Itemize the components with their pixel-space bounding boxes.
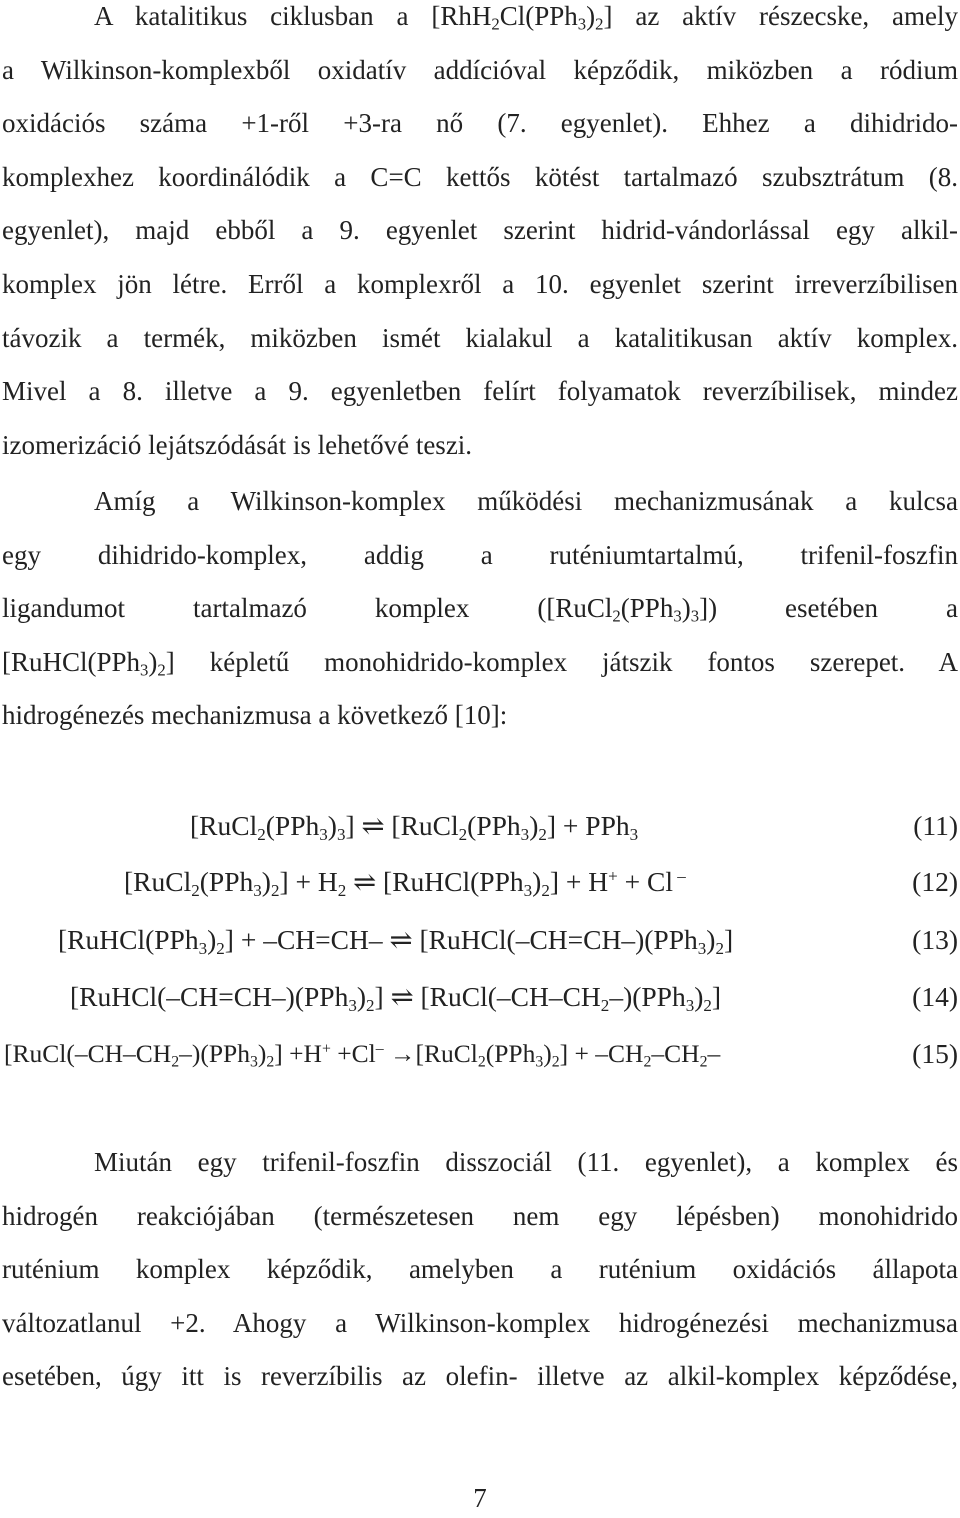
equilibrium-arrow-icon: ⇌ — [353, 866, 377, 897]
paragraph-1-line-4: komplexhez koordinálódik a C=C kettős kötést tartalmazó szubsztrátum (8. — [2, 161, 958, 192]
equation-11-formula: $[RuCl_2(PPh_3)_3]$ ⇌ $[RuCl_2(PPh_3)_2] + PPh_3$ — [190, 810, 639, 844]
equation-15-number: (15) — [912, 1038, 958, 1069]
paragraph-1-line-5: egyenlet), majd ebből a 9. egyenlet szerint hidrid-vándorlással egy alkil- — [2, 215, 958, 246]
paragraph-3 — [2, 1136, 958, 1404]
equation-12-number: (12) — [912, 866, 958, 897]
equation-14 — [0, 977, 960, 1017]
paragraph-2-line-2: egy dihidrido-komplex, addig a ruténiumtartalmú, trifenil-foszfin — [2, 539, 958, 570]
equation-15 — [0, 1034, 960, 1074]
equation-13-number: (13) — [912, 924, 958, 955]
equation-12-formula: $[RuCl_2(PPh_3)_2] + H_2$ ⇌ $[RuHCl(PPh_3)_2] + H^+ + Cl$ – — [124, 866, 686, 900]
equation-11 — [0, 806, 960, 846]
equation-15-formula: $[RuCl(-CH-CH_2-)(PPh_3)_2] +H^+ +Cl^-$ $\to[RuCl_2(PPh_3)_2] + -CH_2-CH_2-$ — [4, 1039, 721, 1071]
paragraph-1-line-1: A katalitikus ciklusban a $[RhH_2Cl(PPh_3)_2]$ az aktív részecske, amely — [94, 1, 958, 34]
equation-14-formula: $[RuHCl(-CH=CH-)(PPh_3)_2]$ ⇌ $[RuCl(-CH-CH_2-)(PPh_3)_2]$ — [70, 981, 722, 1015]
paragraph-3-line-2: hidrogén reakciójában (természetesen nem egy lépésben) monohidrido — [2, 1200, 958, 1231]
equilibrium-arrow-icon: ⇌ — [390, 981, 414, 1012]
equation-11-number: (11) — [913, 810, 958, 841]
equation-12 — [0, 862, 960, 902]
equation-14-number: (14) — [912, 981, 958, 1012]
paragraph-2 — [2, 475, 958, 743]
paragraph-1-line-3: oxidációs száma +1-ről +3-ra nő (7. egyenlet). Ehhez a dihidrido- — [2, 108, 958, 139]
paragraph-1 — [2, 0, 958, 472]
page-number: 7 — [473, 1483, 487, 1513]
paragraph-2-line-5: hidrogénezés mechanizmusa a következő [10]: — [2, 700, 508, 731]
equation-13 — [0, 920, 960, 960]
paragraph-1-line-9: izomerizáció lejátszódását is lehetővé teszi. — [2, 429, 473, 460]
paragraph-3-line-4: változatlanul +2. Ahogy a Wilkinson-komplex hidrogénezési mechanizmusa — [2, 1307, 958, 1338]
paragraph-3-line-1: Miután egy trifenil-foszfin disszociál (11. egyenlet), a komplex és — [94, 1147, 958, 1177]
reaction-arrow-icon: → — [390, 1039, 416, 1068]
paragraph-1-line-2: a Wilkinson-komplexből oxidatív addícióval képződik, miközben a ródium — [2, 54, 958, 85]
paragraph-3-line-3: ruténium komplex képződik, amelyben a ruténium oxidációs állapota — [2, 1254, 958, 1285]
equilibrium-arrow-icon: ⇌ — [389, 924, 413, 955]
paragraph-1-line-6: komplex jön létre. Erről a komplexről a 10. egyenlet szerint irreverzíbilisen — [2, 268, 958, 299]
paragraph-1-line-7: távozik a termék, miközben ismét kialakul a katalitikusan aktív komplex. — [2, 322, 958, 353]
paragraph-2-line-3: ligandumot tartalmazó komplex $([RuCl_2(PPh_3)_3])$ esetében a — [2, 593, 958, 626]
equation-13-formula: $[RuHCl(PPh_3)_2] + -CH=CH-$ ⇌ $[RuHCl(-CH=CH-)(PPh_3)_2]$ — [58, 924, 734, 958]
paragraph-2-line-1: Amíg a Wilkinson-komplex működési mechanizmusának a kulcsa — [94, 486, 958, 516]
paragraph-2-line-4: $[RuHCl(PPh_3)_2]$ képletű monohidrido-komplex játszik fontos szerepet. A — [2, 646, 958, 680]
equilibrium-arrow-icon: ⇌ — [361, 810, 385, 841]
paragraph-3-line-5: esetében, úgy itt is reverzíbilis az olefin- illetve az alkil-komplex képződése, — [2, 1361, 958, 1392]
paragraph-1-line-8: Mivel a 8. illetve a 9. egyenletben felírt folyamatok reverzíbilisek, mindez — [2, 376, 958, 407]
